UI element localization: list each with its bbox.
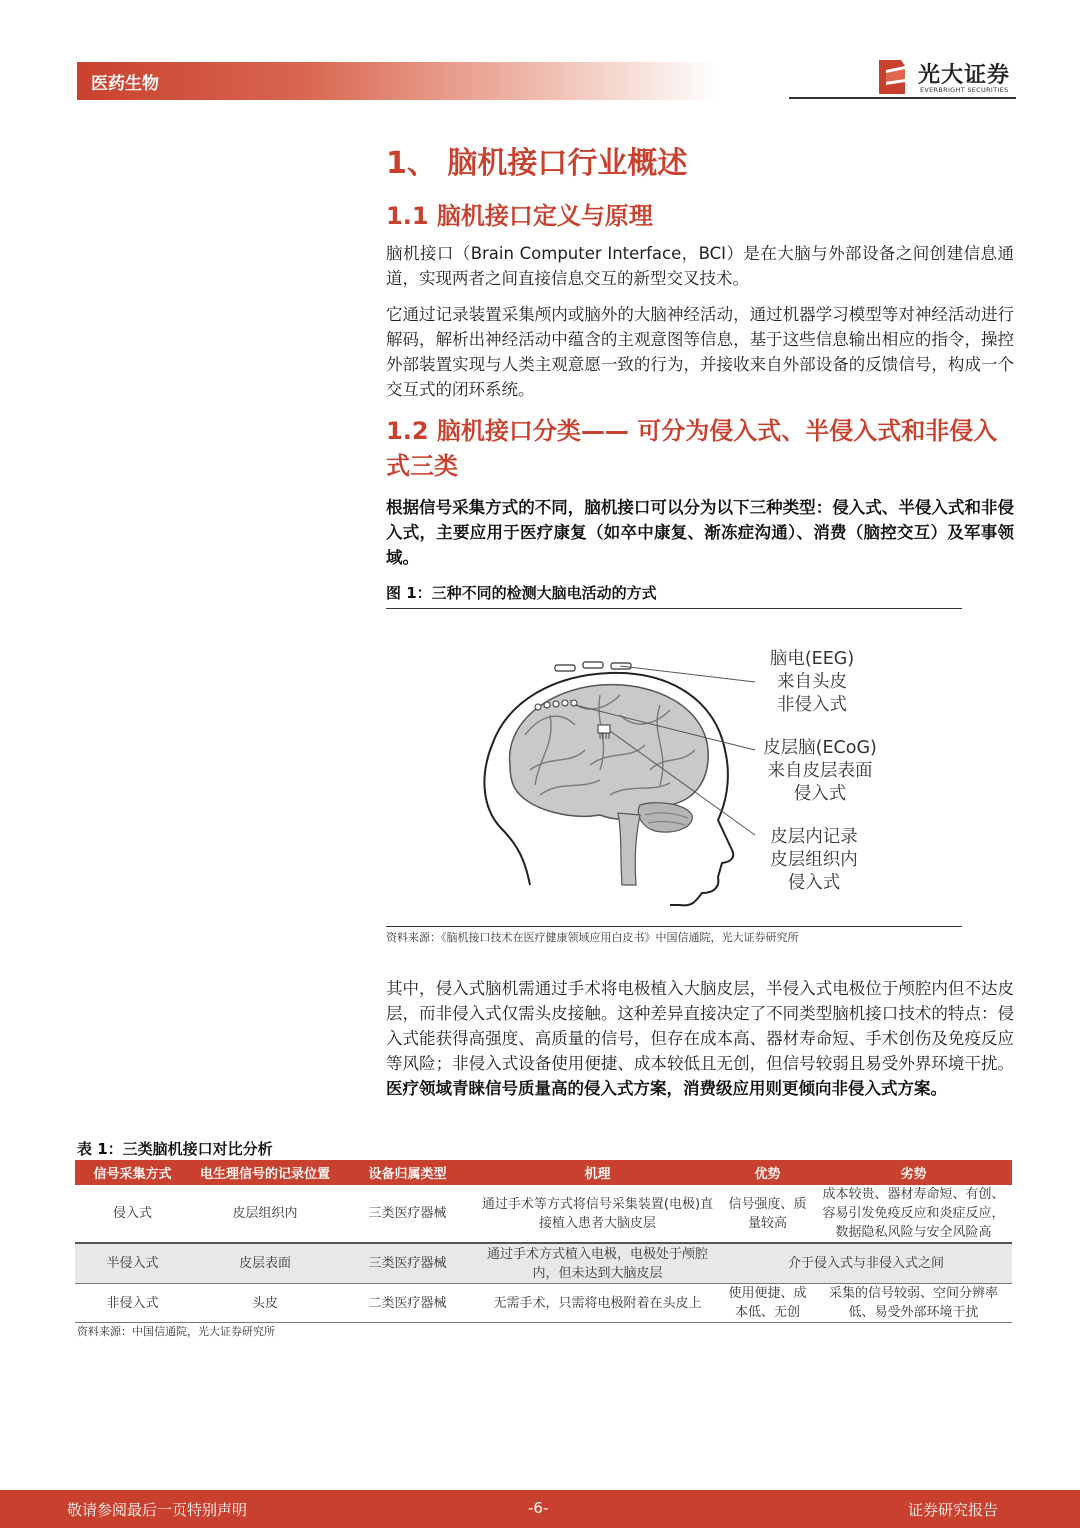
figure-source: 资料来源：《脑机接口技术在医疗健康领域应用白皮书》中国信通院，光大证券研究所 bbox=[386, 931, 799, 944]
table-row bbox=[75, 1284, 1012, 1323]
logo-text-cn: 光大证券 bbox=[918, 63, 1011, 88]
label-eeg-line2: 来自头皮 bbox=[777, 672, 847, 692]
table-cell: 皮层表面 bbox=[190, 1243, 340, 1284]
comparison-table bbox=[75, 1160, 1012, 1323]
figure-label-ecog bbox=[735, 737, 905, 806]
figure-label-intracortical bbox=[729, 826, 899, 895]
table-cell: 采集的信号较弱、空间分辨率低、易受外部环境干扰 bbox=[815, 1284, 1012, 1323]
logo-text-en: EVERBRIGHT SECURITIES bbox=[920, 86, 1009, 94]
figure-bottom-rule bbox=[386, 926, 962, 927]
table-cell: 皮层组织内 bbox=[190, 1185, 340, 1243]
comparison-text: 其中，侵入式脑机需通过手术将电极植入大脑皮层，半侵入式电极位于颅腔内但不达皮层，而非侵入式仅需头皮接触。这种差异直接决定了不同类型脑机接口技术的特点：侵入式能获得高强度、高质量的信号，但存在成本高、器材寿命短、手术创伤及免疫反应等风险；非侵入式设备使用便捷、成本较低且无创，但信号较弱且易受外界环境干扰。 bbox=[386, 979, 1014, 1073]
table-cell: 侵入式 bbox=[75, 1185, 190, 1243]
table-cell: 二类医疗器械 bbox=[340, 1284, 475, 1323]
table-row bbox=[75, 1185, 1012, 1243]
table-cell: 非侵入式 bbox=[75, 1284, 190, 1323]
footer-disclaimer: 敬请参阅最后一页特别声明 bbox=[67, 1501, 248, 1519]
page-number: -6- bbox=[528, 1499, 549, 1517]
table-title: 表 1：三类脑机接口对比分析 bbox=[77, 1140, 273, 1158]
table-cell: 使用便捷、成本低、无创 bbox=[720, 1284, 815, 1323]
table-cell: 成本较贵、器材寿命短、有创、容易引发免疫反应和炎症反应，数据隐私风险与安全风险高 bbox=[815, 1185, 1012, 1243]
label-ecog-line1: 皮层脑(ECoG) bbox=[763, 738, 877, 758]
table-cell: 半侵入式 bbox=[75, 1243, 190, 1284]
label-intra-line3: 侵入式 bbox=[787, 873, 841, 893]
label-ecog-line3: 侵入式 bbox=[793, 784, 847, 804]
heading-1-1: 1.1 脑机接口定义与原理 bbox=[386, 202, 653, 230]
table-cell: 介于侵入式与非侵入式之间 bbox=[720, 1243, 1012, 1284]
comparison-conclusion: 医疗领域青睐信号质量高的侵入式方案，消费级应用则更倾向非侵入式方案。 bbox=[386, 1079, 947, 1098]
everbright-logo-icon bbox=[877, 58, 907, 96]
figure-caption: 图 1：三种不同的检测大脑电活动的方式 bbox=[386, 584, 657, 602]
label-ecog-line2: 来自皮层表面 bbox=[767, 761, 873, 781]
table-cell: 三类医疗器械 bbox=[340, 1185, 475, 1243]
table-row bbox=[75, 1243, 1012, 1284]
figure-top-rule bbox=[386, 608, 962, 609]
label-eeg-line1: 脑电(EEG) bbox=[769, 649, 855, 669]
paragraph-principle: 它通过记录装置采集颅内或脑外的大脑神经活动，通过机器学习模型等对神经活动进行解码，解析出神经活动中蕴含的主观意图等信息，基于这些信息输出相应的指令，操控外部装置实现与人类主观意愿一致的行为，并接收来自外部设备的反馈信号，构成一个交互式的闭环系统。 bbox=[386, 305, 1014, 399]
head-brain-illustration bbox=[470, 655, 760, 915]
label-intra-line1: 皮层内记录 bbox=[770, 827, 858, 847]
table-header: 劣势 bbox=[815, 1160, 1012, 1185]
table-header: 机理 bbox=[475, 1160, 720, 1185]
label-intra-line2: 皮层组织内 bbox=[770, 850, 858, 870]
table-header: 信号采集方式 bbox=[75, 1160, 190, 1185]
table-cell: 头皮 bbox=[190, 1284, 340, 1323]
page-footer bbox=[0, 1490, 1080, 1528]
table-cell: 无需手术，只需将电极附着在头皮上 bbox=[475, 1284, 720, 1323]
section-tag: 医药生物 bbox=[91, 74, 159, 94]
table-header-row bbox=[75, 1160, 1012, 1185]
heading-1: 1、 脑机接口行业概述 bbox=[386, 146, 688, 181]
footer-report-type: 证券研究报告 bbox=[908, 1501, 999, 1519]
table-cell: 三类医疗器械 bbox=[340, 1243, 475, 1284]
table-source: 资料来源：中国信通院，光大证券研究所 bbox=[77, 1325, 275, 1338]
table-cell: 通过手术等方式将信号采集装置(电极)直接植入患者大脑皮层 bbox=[475, 1185, 720, 1243]
paragraph-classification: 根据信号采集方式的不同，脑机接口可以分为以下三种类型：侵入式、半侵入式和非侵入式，主要应用于医疗康复（如卒中康复、渐冻症沟通）、消费（脑控交互）及军事领域。 bbox=[386, 498, 1014, 567]
table-cell: 信号强度、质量较高 bbox=[720, 1185, 815, 1243]
table-header: 设备归属类型 bbox=[340, 1160, 475, 1185]
table-header: 电生理信号的记录位置 bbox=[190, 1160, 340, 1185]
section-tag-bar bbox=[77, 62, 717, 100]
table-cell: 通过手术方式植入电极，电极处于颅腔内，但未达到大脑皮层 bbox=[475, 1243, 720, 1284]
heading-1-2: 1.2 脑机接口分类—— 可分为侵入式、半侵入式和非侵入式三类 bbox=[386, 417, 998, 480]
figure-label-eeg bbox=[727, 648, 897, 717]
table-header: 优势 bbox=[720, 1160, 815, 1185]
header-divider bbox=[789, 97, 1016, 99]
paragraph-comparison bbox=[386, 976, 1014, 1101]
paragraph-definition: 脑机接口（Brain Computer Interface，BCI）是在大脑与外部设备之间创建信息通道，实现两者之间直接信息交互的新型交叉技术。 bbox=[386, 244, 1014, 288]
label-eeg-line3: 非侵入式 bbox=[777, 695, 847, 715]
